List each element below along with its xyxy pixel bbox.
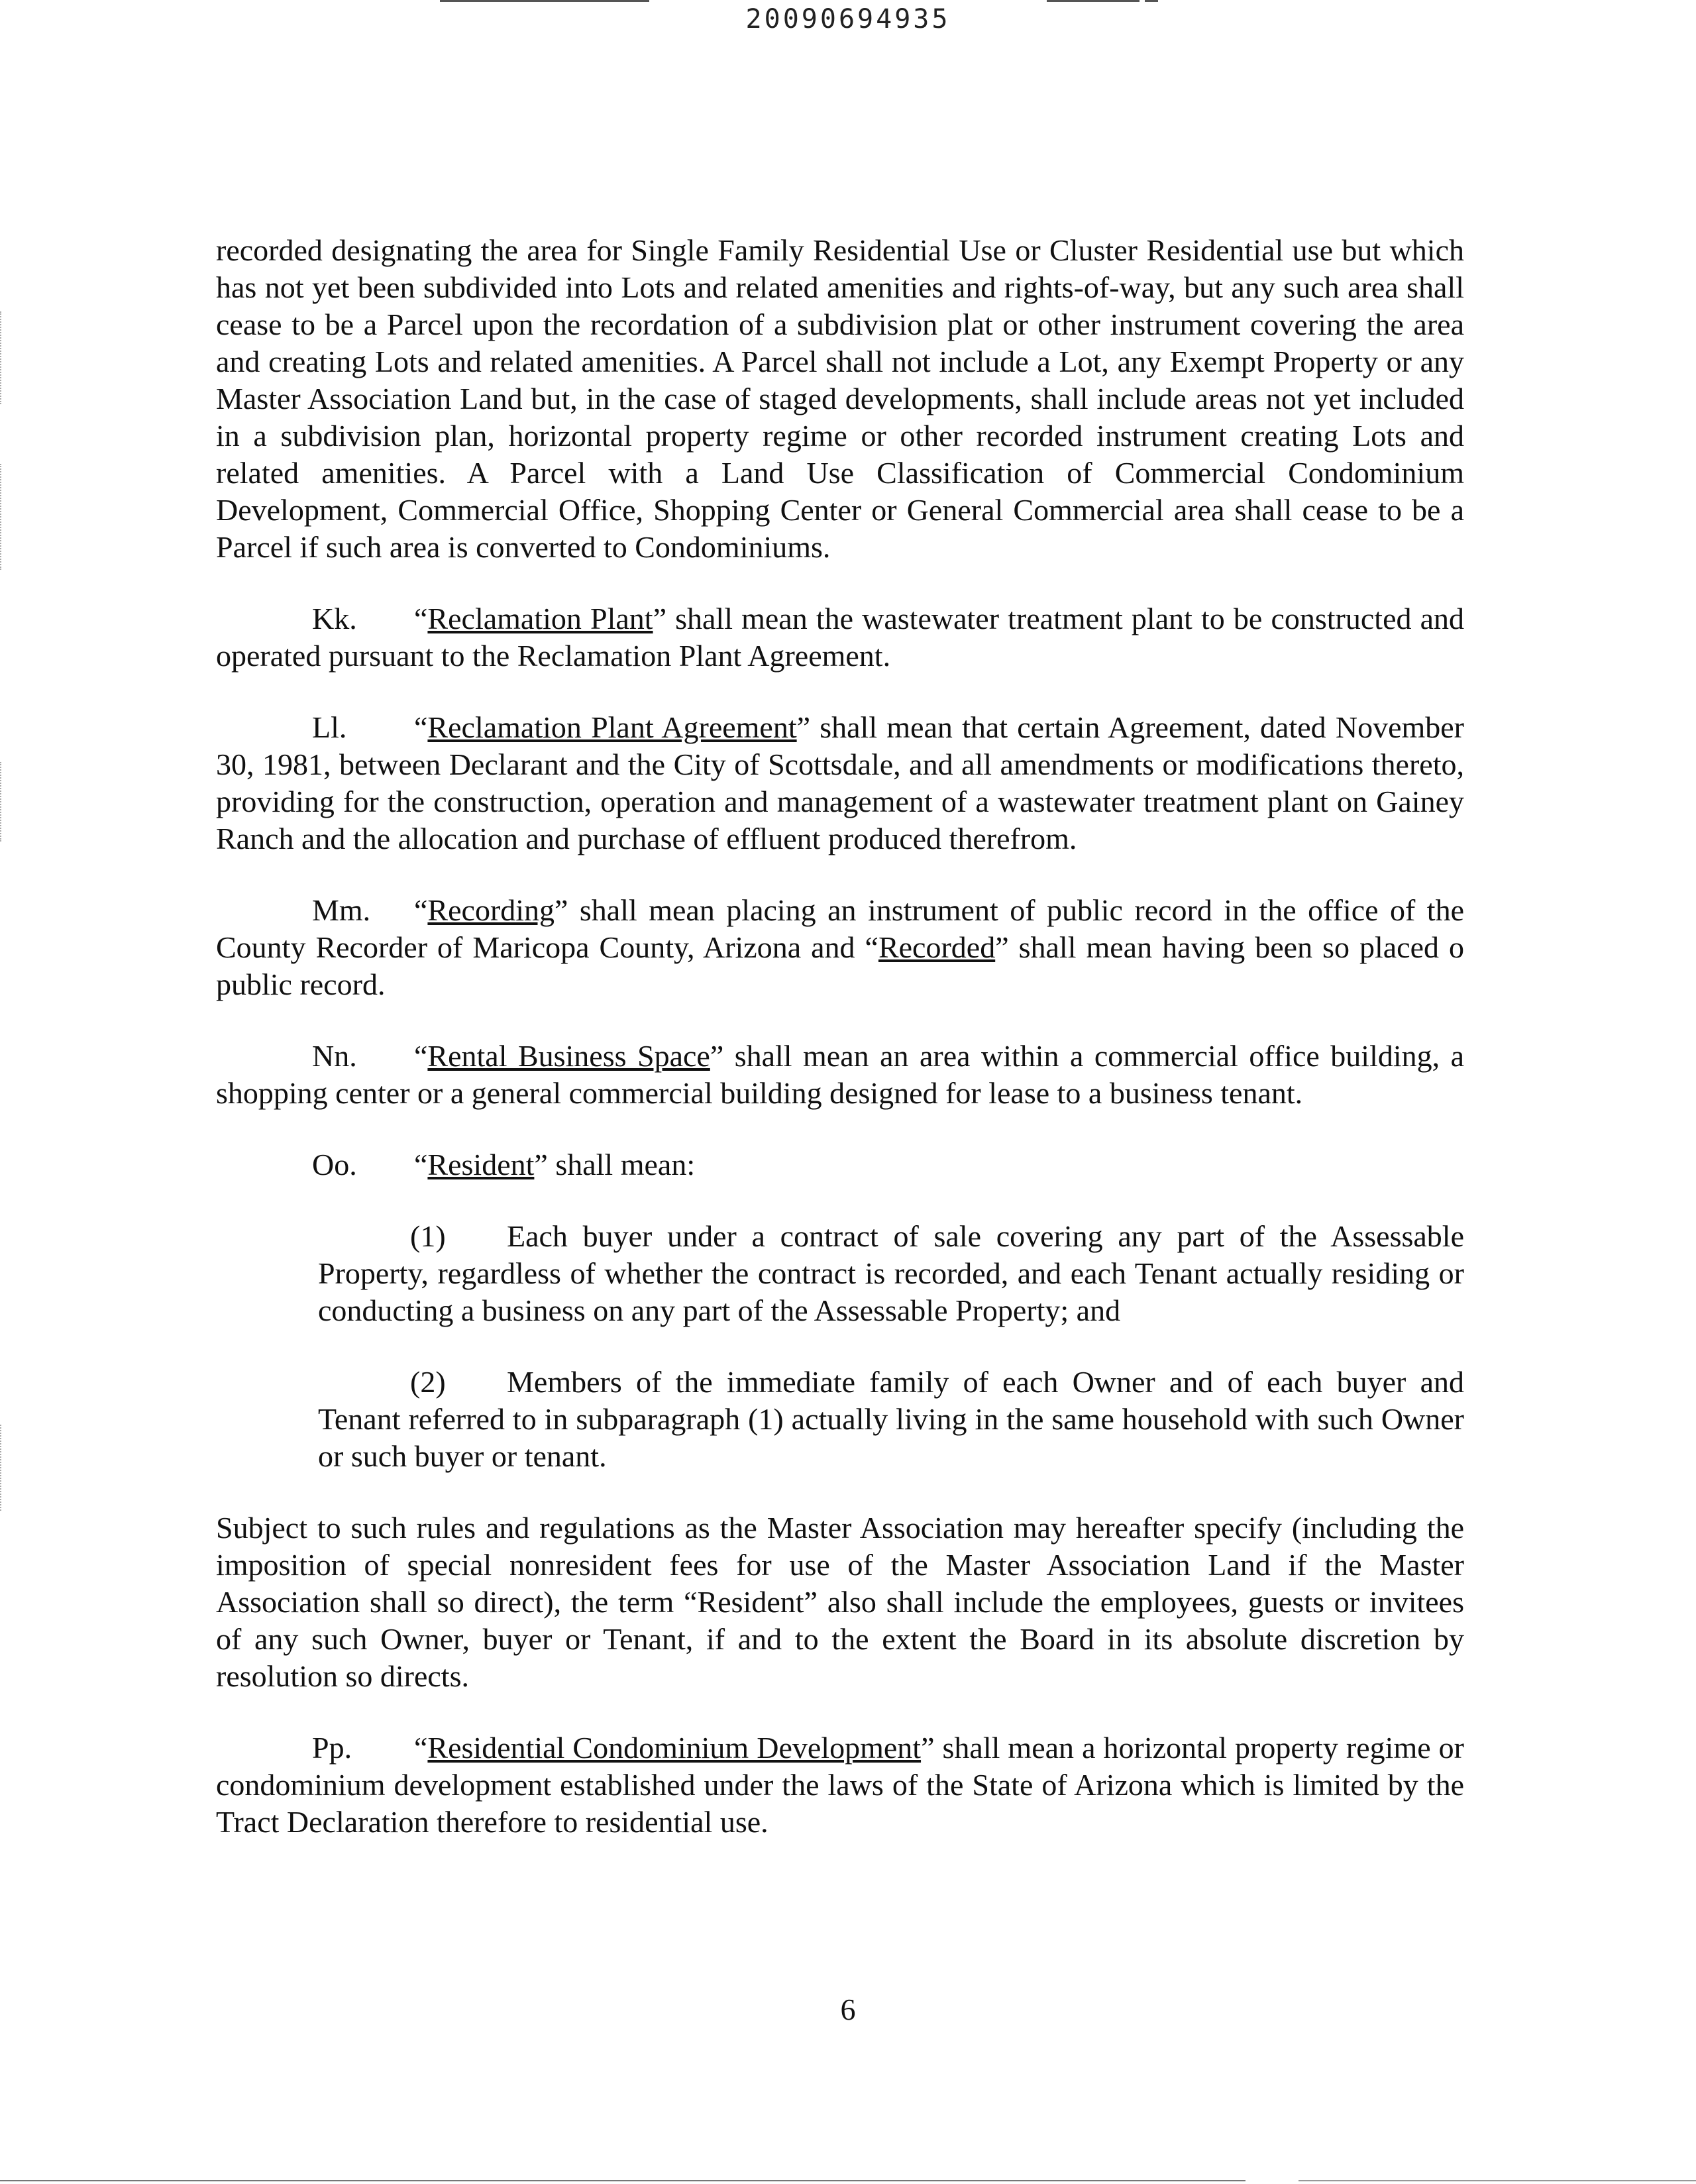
subparagraph-text: Each buyer under a contract of sale covering any part of the Assessable Property, regardless of whether the contract is recorded, and each Tenant actually residing or conducting a business on any part of the Assessable Property; and (318, 1219, 1464, 1327)
definition-text: ” shall mean: (534, 1148, 696, 1181)
definition-text: ” shall mean that certain Agreement, dated November 30, 1981, between Declarant and the City of Scottsdale, and all amendments or modifications thereto, providing for the construction, operation and management of a wastewater treatment plant on Gainey Ranch and the allocation and purchase of effluent produced therefrom. (216, 710, 1465, 855)
paragraph-parcel-continued: recorded designating the area for Single Family Residential Use or Cluster Residential use but which has not yet been subdivided into Lots and related amenities and rights-of-way, but any such area shall cease to be a Parcel upon the recordation of a subdivision plat or other instrument covering the area and creating Lots and related amenities. A Parcel shall not include a Lot, any Exempt Property or any Master Association Land but, in the case of staged developments, shall include areas not yet included in a subdivision plan, horizontal property regime or other recorded instrument creating Lots and related amenities. A Parcel with a Land Use Classification of Commercial Condominium Development, Commercial Office, Shopping Center or General Commercial area shall cease to be a Parcel if such area is converted to Condominiums. (216, 233, 1464, 564)
definition-label: Mm. (312, 893, 371, 927)
margin-scan-mark (0, 311, 5, 404)
document-number: 20090694935 (745, 4, 951, 34)
definition-label: Pp. (312, 1731, 352, 1765)
top-rule-dash (1145, 0, 1158, 2)
defined-term: Resident (427, 1148, 535, 1181)
definition-oo: Oo. “Resident” shall mean: (216, 1146, 1464, 1183)
definition-label: Ll. (312, 710, 347, 744)
margin-scan-mark (0, 464, 5, 570)
bottom-rule-left (0, 2180, 1246, 2181)
defined-term-secondary: Recorded (878, 930, 996, 964)
top-rule-left (440, 0, 649, 2)
defined-term: Reclamation Plant Agreement (427, 710, 797, 744)
definition-mm: Mm. “Recording” shall mean placing an instrument of public record in the office of the County Recorder of Maricopa County, Arizona and “Recorded” shall mean having been so placed o public record. (216, 893, 1464, 1001)
bottom-rule-right (1298, 2180, 1696, 2181)
definition-text: ” shall mean a horizontal property regime or condominium development established under the laws of the State of Arizona which is limited by the Tract Declaration therefore to residential use. (216, 1731, 1464, 1839)
subparagraph-number: (2) (410, 1365, 446, 1399)
definition-text: ” shall mean an area within a commercial office building, a shopping center or a general commercial building designed for lease to a business tenant. (216, 1039, 1464, 1110)
definition-pp: Pp. “Residential Condominium Development” shall mean a horizontal property regime or condominium development established under the laws of the State of Arizona which is limited by the Tract Declaration therefore to residential use. (216, 1731, 1464, 1839)
definition-kk: Kk. “Reclamation Plant” shall mean the wastewater treatment plant to be constructed and operated pursuant to the Reclamation Plant Agreement. (216, 602, 1465, 673)
definition-label: Oo. (312, 1148, 357, 1181)
definition-nn: Nn. “Rental Business Space” shall mean an area within a commercial office building, a shopping center or a general commercial building designed for lease to a business tenant. (216, 1039, 1464, 1110)
definition-text: ” shall mean the wastewater treatment plant to be constructed and operated pursuant to the Reclamation Plant Agreement. (216, 602, 1465, 673)
defined-term: Recording (427, 893, 555, 927)
subparagraph-text: Members of the immediate family of each Owner and of each buyer and Tenant referred to in subparagraph (1) actually living in the same household with such Owner or such buyer or tenant. (318, 1365, 1464, 1473)
paragraph-resident-subject: Subject to such rules and regulations as the Master Association may hereafter specify (including the imposition of special nonresident fees for use of the Master Association Land if the Master Association shall so direct), the term “Resident” also shall include the employees, guests or invitees of any such Owner, buyer or Tenant, if and to the extent the Board in its absolute discretion by resolution so directs. (216, 1511, 1464, 1693)
defined-term: Reclamation Plant (427, 602, 653, 635)
definition-text: ” shall mean having been so placed o public record. (216, 930, 1464, 1001)
margin-scan-mark (0, 1425, 5, 1511)
subparagraph-2 (318, 1364, 1464, 1475)
definition-label: Kk. (312, 602, 357, 635)
definition-ll: Ll. “Reclamation Plant Agreement” shall mean that certain Agreement, dated November 30, 1981, between Declarant and the City of Scottsdale, and all amendments or modifications thereto, providing for the construction, operation and management of a wastewater treatment plant on Gainey Ranch and the allocation and purchase of effluent produced therefrom. (216, 710, 1465, 855)
document-body (216, 232, 1464, 1841)
page-number: 6 (840, 1993, 856, 2026)
margin-scan-mark (0, 762, 5, 842)
definition-label: Nn. (312, 1039, 357, 1073)
top-rule-right (1047, 0, 1140, 2)
defined-term: Residential Condominium Development (427, 1731, 922, 1765)
subparagraph-number: (1) (410, 1219, 446, 1253)
defined-term: Rental Business Space (427, 1039, 710, 1073)
subparagraph-1 (318, 1218, 1464, 1329)
definition-text: ” shall mean placing an instrument of public record in the office of the County Recorder of Maricopa County, Arizona and “ (216, 893, 1464, 964)
